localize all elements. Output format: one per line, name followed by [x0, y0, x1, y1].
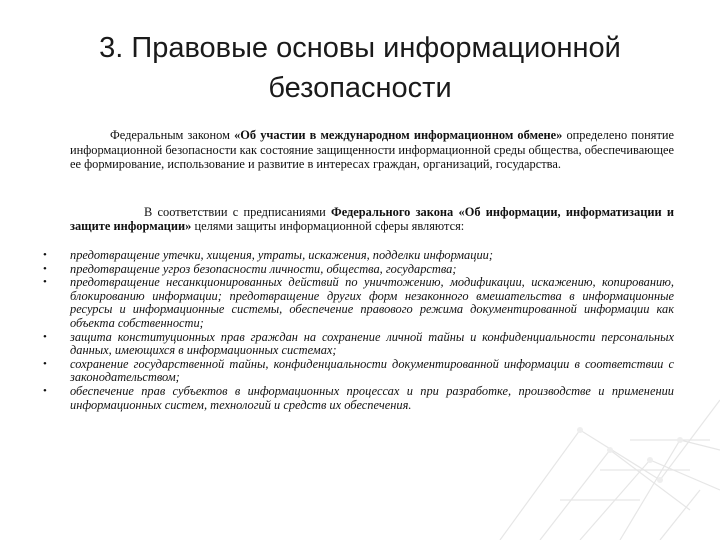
paragraph1-law-name: «Об участии в международном информационном обмене»	[234, 128, 563, 142]
paragraph2-rest: целями защиты информационной сферы являются:	[191, 218, 465, 233]
slide-title-line1: 3. Правовые основы информационной	[99, 32, 621, 64]
goals-list	[70, 249, 674, 412]
list-item: • предотвращение угроз безопасности личности, общества, государства;	[70, 263, 674, 277]
paragraph2-law-name: Федерального закона «Об информации, информатизации и защите информации»	[70, 205, 674, 233]
list-item: • сохранение государственной тайны, конфиденциальности документированной информации в соответствии с законодательством;	[70, 358, 674, 385]
paragraph-goals-intro	[70, 206, 674, 233]
list-item: • обеспечение прав субъектов в информационных процессах и при разработке, производстве и применении информационных систем, технологий и средств их обеспечения.	[70, 385, 674, 412]
slide-title	[60, 28, 660, 108]
paragraph1-rest: определено понятие информационной безопасности как состояние защищенности информационной среды общества, обеспечивающее ее формирование, использование и развитие в интересах граждан, организаций, государства.	[70, 128, 674, 172]
list-item: • защита конституционных прав граждан на сохранение личной тайны и конфиденциальности персональных данных, имеющихся в информационных системах;	[70, 331, 674, 358]
paragraph2-lead: В соответствии с предписаниями	[144, 205, 332, 219]
list-item: • предотвращение несанкционированных действий по уничтожению, модификации, искажению, копированию, блокированию информации; предотвращение других форм незаконного вмешательства в информационные ресурсы и информационные системы, обеспечение правового режима документированной информации как объекта собственности;	[70, 276, 674, 330]
paragraph1-lead: Федеральным законом	[110, 128, 235, 142]
paragraph-definition	[70, 128, 674, 172]
slide-title-line2: безопасности	[268, 72, 452, 104]
list-item: • предотвращение утечки, хищения, утраты, искажения, подделки информации;	[70, 249, 674, 263]
